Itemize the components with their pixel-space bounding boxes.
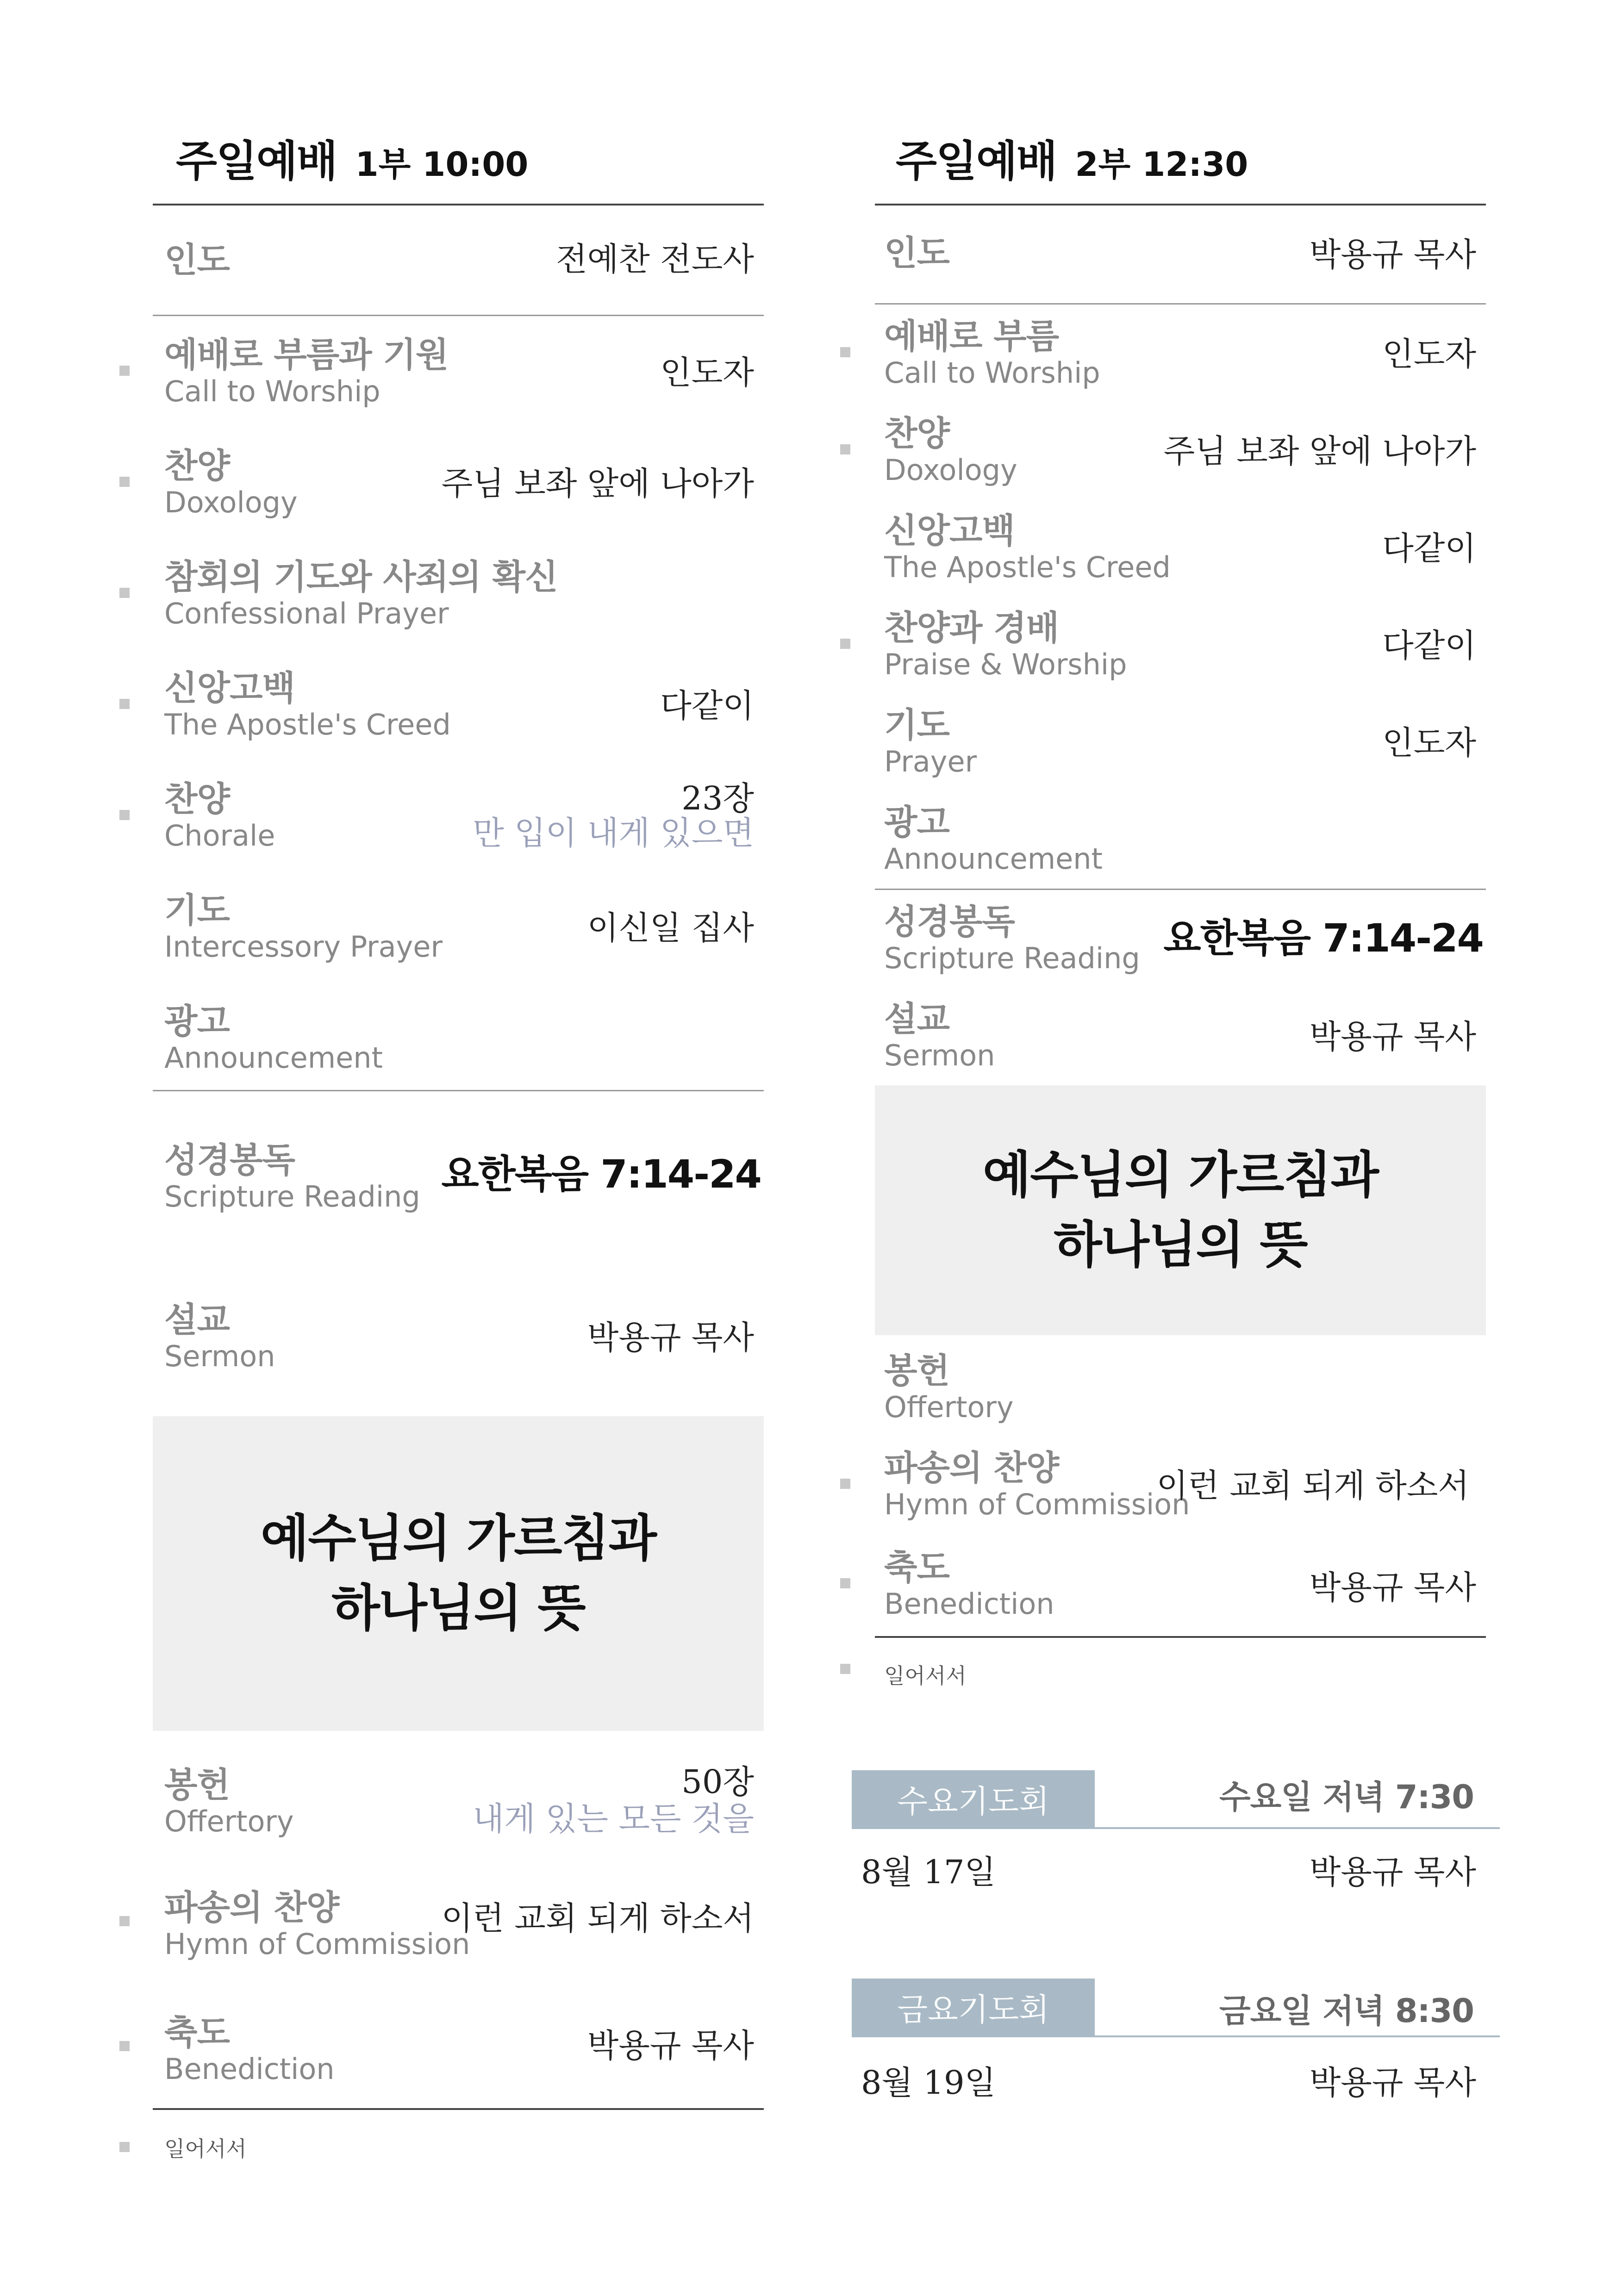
- item-value: 인도자: [660, 354, 754, 392]
- item-en: Announcement: [884, 842, 1103, 876]
- item-en: Announcement: [164, 1041, 383, 1075]
- hymn-number: 23장: [681, 779, 754, 817]
- commission-ko: 파송의 찬양: [164, 1888, 339, 1928]
- commission-hymn: 이런 교회 되게 하소서: [1156, 1467, 1469, 1505]
- item-ko: 찬양: [164, 779, 230, 819]
- leader-label: 인도: [884, 233, 949, 273]
- wednesday-date: 8월 17일: [861, 1853, 996, 1891]
- right-subtitle: 2부 12:30: [1075, 145, 1248, 184]
- divider: [153, 2108, 764, 2110]
- friday-date: 8월 19일: [861, 2064, 996, 2102]
- benediction-pastor: 박용규 목사: [1309, 1568, 1476, 1606]
- sermon-title: [261, 1504, 656, 1643]
- benediction-ko: 축도: [884, 1548, 949, 1587]
- divider: [852, 2035, 1500, 2037]
- sermon-ko: 설교: [884, 999, 949, 1039]
- item-en: Intercessory Prayer: [164, 930, 443, 964]
- item-ko: 예배로 부름: [884, 317, 1059, 356]
- item-ko: 광고: [884, 803, 949, 842]
- item-ko: 찬양: [164, 446, 230, 486]
- item-ko: 신앙고백: [884, 511, 1015, 551]
- bullet-marker: [119, 699, 130, 709]
- item-en: Confessional Prayer: [164, 597, 449, 630]
- item-ko: 기도: [884, 705, 949, 745]
- bullet-marker: [840, 1578, 850, 1588]
- offertory-en: Offertory: [164, 1804, 294, 1838]
- hymn-number: 50장: [681, 1763, 754, 1801]
- sermon-title-box: [875, 1085, 1486, 1335]
- divider: [875, 204, 1486, 205]
- item-en: Call to Worship: [884, 356, 1100, 390]
- item-en: Doxology: [164, 485, 298, 519]
- scripture-en: Scripture Reading: [164, 1180, 420, 1213]
- divider: [153, 1090, 764, 1091]
- item-en: Doxology: [884, 453, 1017, 487]
- item-ko: 광고: [164, 1002, 230, 1041]
- wednesday-time: 수요일 저녁 7:30: [1219, 1778, 1474, 1816]
- divider: [153, 204, 764, 205]
- item-ko: 찬양과 경배: [884, 608, 1059, 648]
- item-value: 인도자: [1382, 724, 1476, 762]
- sermon-preacher: 박용규 목사: [587, 1319, 754, 1356]
- item-value: 이신일 집사: [587, 909, 754, 947]
- offertory-ko: 봉헌: [164, 1765, 230, 1805]
- item-ko: 신앙고백: [164, 668, 295, 708]
- sermon-title-line-2: 하나님의 뜻: [1054, 1216, 1307, 1274]
- leader-label: 인도: [164, 240, 230, 280]
- commission-en: Hymn of Commission: [164, 1927, 470, 1961]
- commission-hymn: 이런 교회 되게 하소서: [441, 1899, 754, 1937]
- left-header: [176, 127, 528, 188]
- scripture-reference: 요한복음 7:14-24: [1163, 915, 1483, 961]
- item-ko: 찬양: [884, 414, 949, 454]
- stand-note: 일어서서: [164, 2136, 247, 2161]
- divider: [852, 1827, 1500, 1829]
- bullet-marker: [840, 1479, 850, 1489]
- wednesday-tag: 수요기도회: [852, 1770, 1095, 1828]
- divider: [875, 303, 1486, 305]
- sermon-preacher: 박용규 목사: [1309, 1018, 1476, 1056]
- item-value: 주님 보좌 앞에 나아가: [1163, 432, 1476, 470]
- benediction-pastor: 박용규 목사: [587, 2027, 754, 2065]
- bullet-marker: [840, 1664, 850, 1674]
- scripture-ko: 성경봉독: [164, 1140, 295, 1180]
- item-en: Call to Worship: [164, 374, 381, 408]
- stand-note: 일어서서: [884, 1663, 967, 1688]
- item-en: Prayer: [884, 745, 977, 778]
- divider: [153, 315, 764, 316]
- sermon-title: [983, 1140, 1378, 1280]
- bullet-marker: [840, 639, 850, 649]
- bullet-marker: [840, 347, 850, 357]
- hymn-title: 내게 있는 모든 것을: [473, 1800, 754, 1838]
- bullet-marker: [119, 366, 130, 376]
- scripture-ko: 성경봉독: [884, 902, 1015, 942]
- leader-value: 박용규 목사: [1309, 236, 1476, 274]
- friday-time: 금요일 저녁 8:30: [1219, 1992, 1474, 2030]
- sermon-title-line-2: 하나님의 뜻: [331, 1580, 585, 1637]
- friday-tag: 금요기도회: [852, 1979, 1095, 2036]
- leader-value: 전예찬 전도사: [556, 240, 754, 278]
- right-title: 주일예배: [896, 137, 1057, 186]
- item-value: 다같이: [1382, 529, 1476, 567]
- sermon-title-box: [153, 1416, 764, 1731]
- right-header: [896, 127, 1248, 188]
- bullet-marker: [119, 810, 130, 820]
- divider: [875, 889, 1486, 890]
- benediction-en: Benediction: [164, 2052, 335, 2086]
- left-subtitle: 1부 10:00: [355, 145, 529, 184]
- item-en: Praise & Worship: [884, 647, 1127, 681]
- bullet-marker: [119, 588, 130, 598]
- benediction-ko: 축도: [164, 2013, 230, 2053]
- scripture-en: Scripture Reading: [884, 941, 1140, 975]
- bullet-marker: [119, 2041, 130, 2051]
- sermon-en: Sermon: [164, 1339, 275, 1373]
- item-value: 주님 보좌 앞에 나아가: [441, 465, 754, 503]
- sermon-title-line-1: 예수님의 가르침과: [260, 1509, 656, 1568]
- sermon-en: Sermon: [884, 1039, 995, 1072]
- item-value: 다같이: [1382, 627, 1476, 665]
- wednesday-leader: 박용규 목사: [1309, 1853, 1476, 1891]
- scripture-reference: 요한복음 7:14-24: [441, 1151, 761, 1197]
- sermon-ko: 설교: [164, 1300, 230, 1340]
- commission-en: Hymn of Commission: [884, 1487, 1190, 1521]
- divider: [875, 1636, 1486, 1638]
- item-ko: 기도: [164, 890, 230, 930]
- item-ko: 예배로 부름과 기원: [164, 335, 449, 375]
- benediction-en: Benediction: [884, 1587, 1054, 1621]
- friday-leader: 박용규 목사: [1309, 2064, 1476, 2102]
- item-ko: 참회의 기도와 사죄의 확신: [164, 557, 558, 597]
- item-value: 다같이: [660, 687, 754, 725]
- bullet-marker: [119, 2142, 130, 2152]
- item-en: The Apostle's Creed: [884, 550, 1171, 584]
- offertory-en: Offertory: [884, 1390, 1014, 1424]
- bullet-marker: [840, 444, 850, 454]
- item-en: Chorale: [164, 819, 275, 852]
- bullet-marker: [119, 477, 130, 487]
- item-en: The Apostle's Creed: [164, 708, 451, 741]
- commission-ko: 파송의 찬양: [884, 1448, 1059, 1488]
- bullet-marker: [119, 1916, 130, 1926]
- item-value: 인도자: [1382, 335, 1476, 373]
- hymn-title: 만 입이 내게 있으면: [473, 814, 754, 852]
- offertory-ko: 봉헌: [884, 1351, 949, 1391]
- sermon-title-line-1: 예수님의 가르침과: [982, 1146, 1379, 1204]
- left-title: 주일예배: [176, 137, 337, 186]
